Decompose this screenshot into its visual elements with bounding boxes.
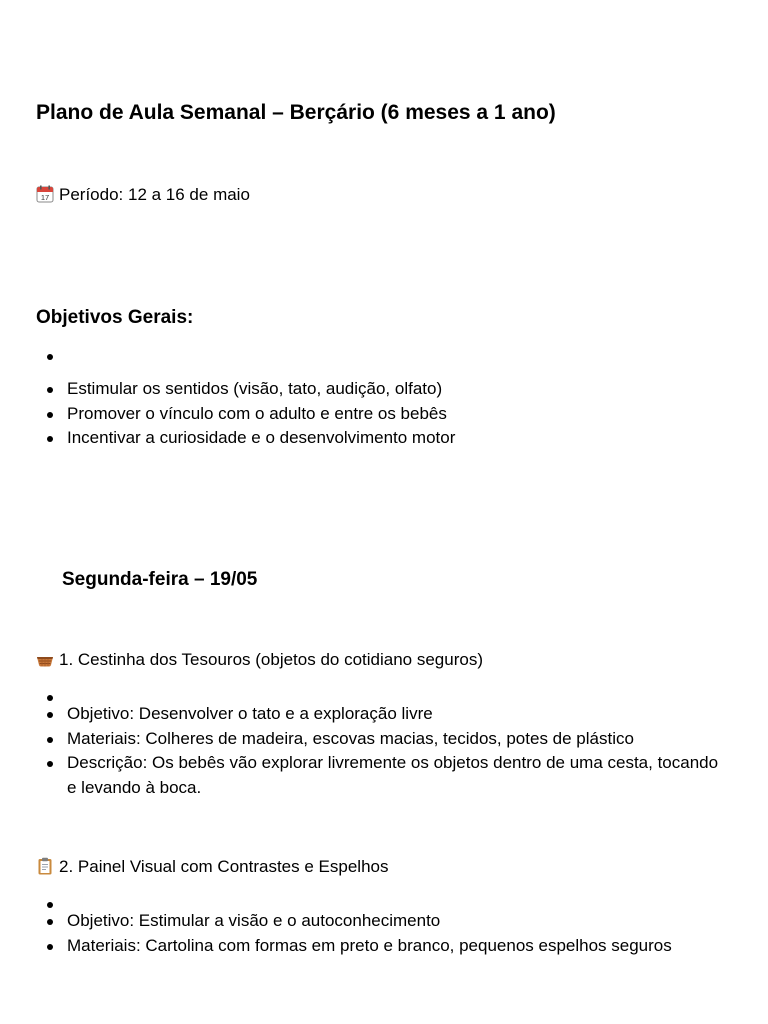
clipboard-icon [36,857,54,875]
segunda-heading: Segunda-feira – 19/05 [62,569,258,590]
periodo-line [36,184,250,206]
empty-bullet [0,891,727,909]
list-item: Materiais: Colheres de madeira, escovas macias, tecidos, potes de plástico [0,727,727,752]
activity-2-title-text: 2. Painel Visual com Contrastes e Espelhos [59,857,389,876]
activity-1-title-text: 1. Cestinha dos Tesouros (objetos do cotidiano seguros) [59,650,483,669]
empty-bullet [0,343,727,377]
periodo-text: Período: 12 a 16 de maio [59,185,250,204]
list-item: Descrição: Os bebês vão explorar livremente os objetos dentro de uma cesta, tocando e levando à boca. [0,751,727,800]
activity-2-list [0,891,727,958]
list-item: Objetivo: Desenvolver o tato e a exploração livre [0,702,727,727]
basket-icon [36,650,54,668]
objetivos-list [0,343,727,451]
empty-bullet [0,684,727,702]
list-item: Promover o vínculo com o adulto e entre os bebês [0,402,727,427]
svg-text:17: 17 [40,193,50,202]
calendar-icon [36,185,54,203]
activity-2-title [36,856,388,878]
page-title: Plano de Aula Semanal – Berçário (6 meses a 1 ano) [36,101,556,124]
activity-1-title [36,649,483,671]
activity-1-list [0,684,727,800]
objetivos-heading: Objetivos Gerais: [36,307,194,328]
list-item: Incentivar a curiosidade e o desenvolvimento motor [0,426,727,451]
list-item: Materiais: Cartolina com formas em preto e branco, pequenos espelhos seguros [0,934,727,959]
list-item: Estimular os sentidos (visão, tato, audição, olfato) [0,377,727,402]
list-item: Objetivo: Estimular a visão e o autoconhecimento [0,909,727,934]
